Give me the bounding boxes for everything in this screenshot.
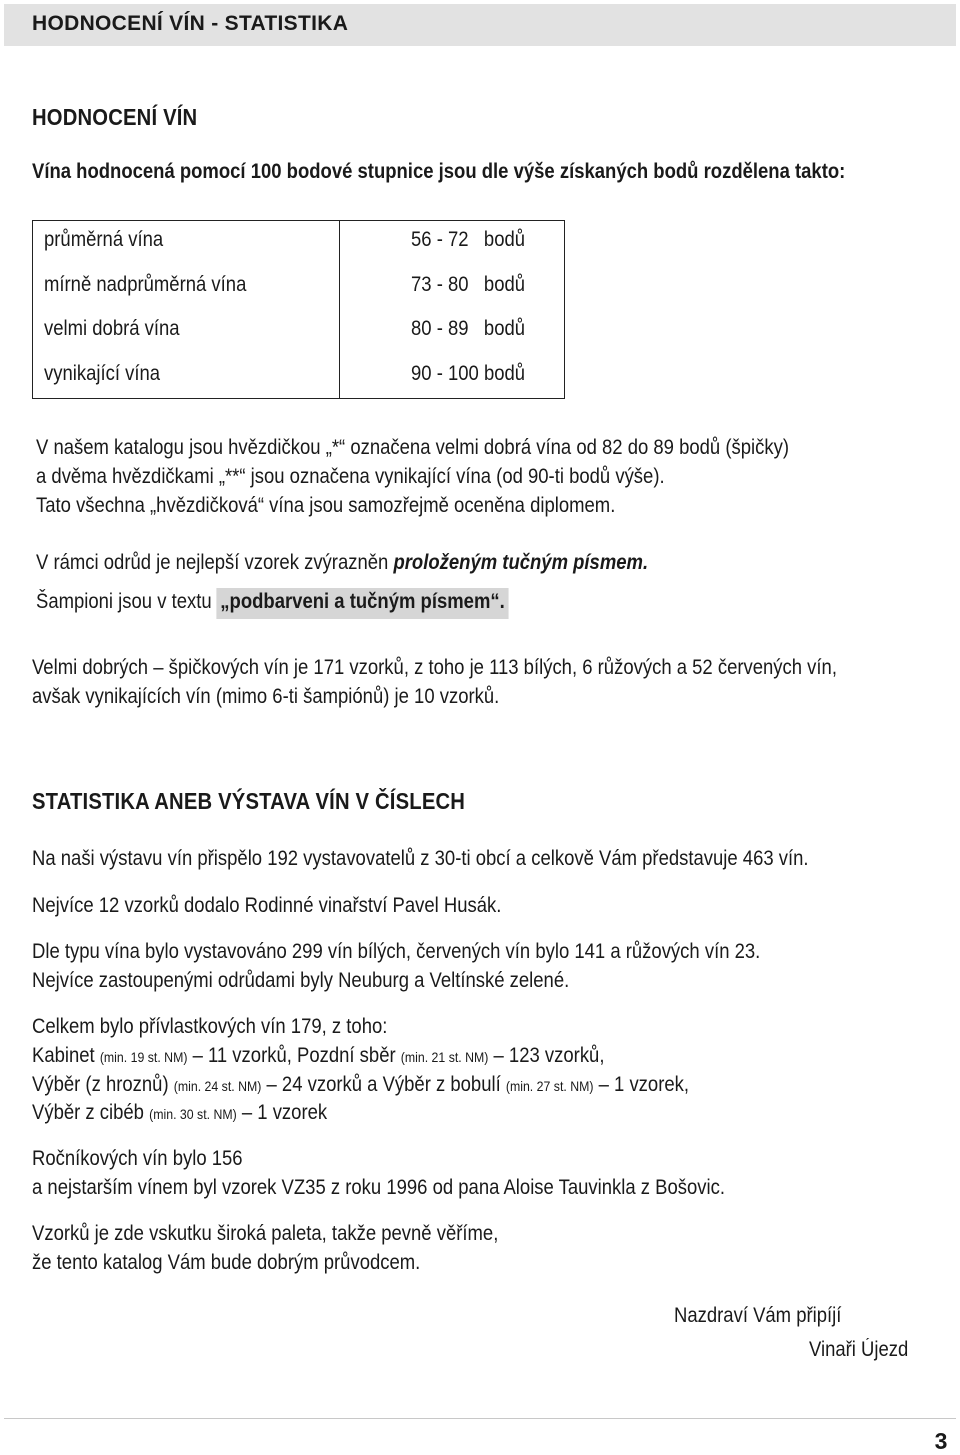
predicate-bobuli-count: – 1 vzorek, (593, 1073, 690, 1096)
predicate-vyber-count: – 24 vzorků a Výběr z bobulí (261, 1073, 506, 1096)
closing-line-2: že tento katalog Vám bude dobrým průvodcem. (32, 1251, 421, 1274)
stars-explanation-line-1: V našem katalogu jsou hvězdičkou „*“ označena velmi dobrá vína od 82 do 89 bodů (špičky) (36, 436, 789, 459)
points-range: 56 - 72 bodů (411, 228, 526, 251)
stats-wine-types: Dle typu vína bylo vystavováno 299 vín bílých, červených vín bylo 141 a růžových vín 23. (32, 940, 761, 963)
champions-highlight: „podbarveni a tučným písmem“. (217, 588, 509, 619)
closing-line-1: Vzorků je zde vskutku široká paleta, takže pevně věříme, (32, 1222, 499, 1245)
points-range: 90 - 100 bodů (411, 362, 526, 385)
section-heading-wine-rating: HODNOCENÍ VÍN (32, 104, 198, 130)
predicate-cibeb-count: – 1 vzorek (236, 1101, 328, 1124)
champions-note (36, 588, 508, 616)
section-heading-statistics: STATISTIKA ANEB VÝSTAVA VÍN V ČÍSLECH (32, 788, 466, 814)
predicate-bobuli-min: (min. 27 st. NM) (505, 1078, 594, 1094)
score-table (32, 220, 565, 399)
intro-text: Vína hodnocená pomocí 100 bodové stupnice jsou dle výše získaných bodů rozdělena takto: (32, 160, 846, 183)
stats-varieties: Nejvíce zastoupenými odrůdami byly Neuburg a Veltínské zelené. (32, 969, 570, 992)
page-header-title: HODNOCENÍ VÍN - STATISTIKA (32, 12, 349, 35)
stats-top-exhibitor: Nejvíce 12 vzorků dodalo Rodinné vinařství Pavel Husák. (32, 894, 502, 917)
signature-greeting: Nazdraví Vám připíjí (674, 1304, 842, 1327)
table-row (33, 221, 564, 266)
stats-vintage: Ročníkových vín bylo 156 (32, 1147, 243, 1170)
predicate-line-2 (32, 1071, 689, 1100)
predicate-cibeb-min: (min. 30 st. NM) (149, 1106, 237, 1122)
stars-explanation-line-2: a dvěma hvězdičkami „**“ jsou označena vynikající vína (od 90-ti bodů výše). (36, 465, 665, 488)
best-sample-text: V rámci odrůd je nejlepší vzorek zvýrazněn (36, 551, 394, 574)
points-range: 80 - 89 bodů (411, 317, 526, 340)
top-wines-line-2: avšak vynikajících vín (mimo 6-ti šampiónů) je 10 vzorků. (32, 685, 500, 708)
predicate-line-3 (32, 1099, 327, 1128)
top-wines-line-1: Velmi dobrých – špičkových vín je 171 vzorků, z toho je 113 bílých, 6 růžových a 52 červených vín, (32, 656, 837, 679)
best-sample-emphasis: proloženým tučným písmem. (393, 551, 649, 574)
category-label: mírně nadprůměrná vína (44, 273, 247, 296)
stars-explanation-line-3: Tato všechna „hvězdičková“ vína jsou samozřejmě oceněna diplomem. (36, 494, 616, 517)
predicate-vyber: Výběr (z hroznů) (32, 1073, 174, 1096)
category-label: velmi dobrá vína (44, 317, 180, 340)
category-label: vynikající vína (44, 362, 161, 385)
champions-text: Šampioni jsou v textu (36, 590, 217, 613)
category-label: průměrná vína (44, 228, 164, 251)
predicate-cibeb: Výběr z cibéb (32, 1101, 150, 1124)
stats-oldest: a nejstarším vínem byl vzorek VZ35 z roku 1996 od pana Aloise Tauvinkla z Bošovic. (32, 1176, 726, 1199)
stats-exhibitors: Na naši výstavu vín přispělo 192 vystavovatelů z 30-ti obcí a celkově Vám představuje 463 vín. (32, 847, 809, 870)
predicate-pozdni-count: – 123 vzorků, (488, 1044, 605, 1067)
predicate-line-1 (32, 1042, 604, 1071)
best-sample-note (36, 549, 648, 577)
predicate-kabinet: Kabinet (32, 1044, 100, 1067)
table-row (33, 355, 564, 400)
predicate-pozdni-min: (min. 21 st. NM) (400, 1049, 489, 1065)
page-number: 3 (934, 1428, 948, 1454)
signature-name: Vinaři Újezd (809, 1338, 909, 1361)
points-range: 73 - 80 bodů (411, 273, 526, 296)
table-row (33, 310, 564, 355)
predicate-vyber-min: (min. 24 st. NM) (173, 1078, 262, 1094)
stats-predicate-total: Celkem bylo přívlastkových vín 179, z toho: (32, 1015, 388, 1038)
footer-divider (4, 1418, 956, 1419)
predicate-kabinet-count: – 11 vzorků, Pozdní sběr (187, 1044, 401, 1067)
table-row (33, 266, 564, 311)
predicate-kabinet-min: (min. 19 st. NM) (99, 1049, 188, 1065)
